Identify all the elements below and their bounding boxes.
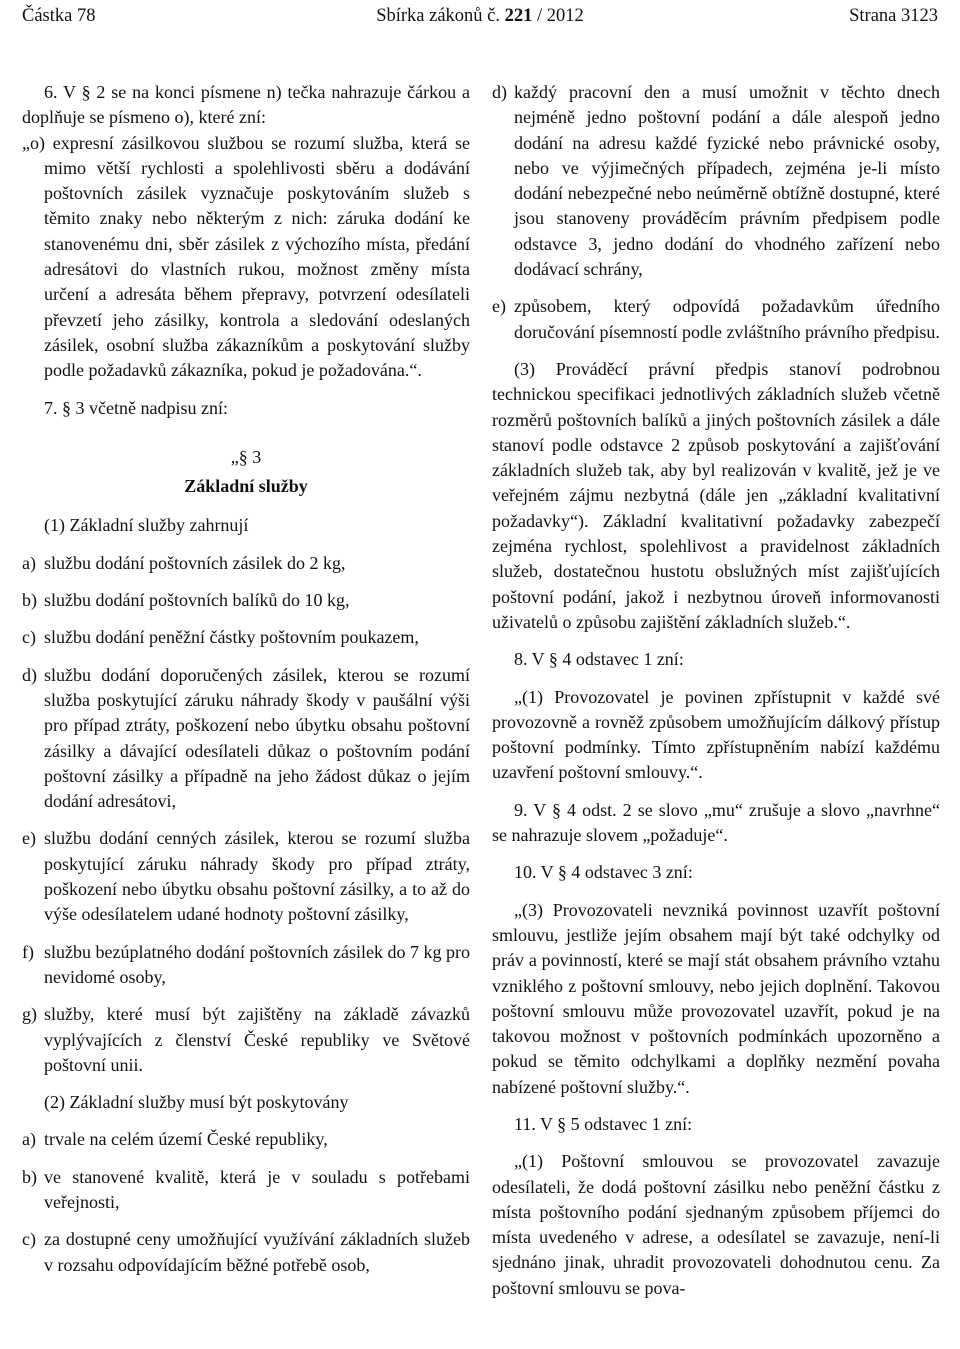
paragraph-3: (3) Prováděcí právní předpis stanoví podrobnou technickou specifikaci jednotlivých základních služeb včetně rozměrů poštovních balíků a jiných poštovních zásilek a dále stanoví podle odstavce 2 způsob poskytování a zajišťování základních služeb tak, aby byl realizován v kvalitě, jež je ve veřejném zájmu nezbytná (dále jen „základní kvalitativní požadavky“). Základní kvalitativní požadavky zabezpečí zejména rychlost, spolehlivost a pravidelnost základních služeb, dostatečnou hustotu obslužných míst zajišťujících poštovní podání, jakož i nezbytnou úroveň informovanosti uživatelů o způsobu zajištění základních služeb.“. bbox=[492, 358, 940, 632]
list-text: ve stanovené kvalitě, která je v souladu s potřebami veřejnosti, bbox=[44, 1166, 470, 1212]
list-label: b) bbox=[22, 1166, 37, 1187]
amendment-8: 8. V § 4 odstavec 1 zní: bbox=[514, 649, 684, 670]
list-item bbox=[22, 551, 470, 576]
list-text: za dostupné ceny umožňující využívání základních služeb v rozsahu odpovídajícím běžné potřebě osob, bbox=[44, 1229, 470, 1275]
list-item bbox=[22, 663, 470, 815]
amendment-8-text: „(1) Provozovatel je povinen zpřístupnit v každé své provozovně a rovněž způsobem umožňujícím dálkový přístup poštovní podmínky. Tímto zpřístupněním nabízí každému uzavření poštovní smlouvy.“. bbox=[492, 686, 940, 783]
list-label: e) bbox=[492, 296, 506, 317]
left-column bbox=[22, 80, 470, 1278]
list-item bbox=[22, 1227, 470, 1278]
list-text: službu bezúplatného dodání poštovních zásilek do 7 kg pro nevidomé osoby, bbox=[44, 941, 470, 987]
paragraph-1-intro: (1) Základní služby zahrnují bbox=[44, 515, 249, 536]
list-item bbox=[492, 80, 940, 282]
list-text: službu dodání poštovních balíků do 10 kg, bbox=[44, 590, 350, 611]
list-text: služby, které musí být zajištěny na základě závazků vyplývajících z členství České republiky ve Světové poštovní unii. bbox=[44, 1004, 470, 1075]
list-text: způsobem, který odpovídá požadavkům úředního doručování písemností podle zvláštního právního předpisu. bbox=[514, 296, 940, 342]
list-item bbox=[22, 588, 470, 613]
page-header bbox=[22, 4, 938, 28]
list-item bbox=[22, 826, 470, 927]
list-label: d) bbox=[492, 82, 507, 102]
list-text: službu dodání doporučených zásilek, kterou se rozumí služba poskytující záruku náhrady škody v paušální výši pro případ ztráty, poškození nebo úbytku obsahu poštovní zásilky a dávající odesílateli důkaz o poštovním podání poštovní zásilky a případně na jeho žádost důkaz o jejím dodání adresátovi, bbox=[44, 664, 470, 812]
amendment-9: 9. V § 4 odst. 2 se slovo „mu“ zrušuje a slovo „navrhne“ se nahrazuje slovem „požaduje“. bbox=[492, 799, 940, 846]
section-mark: „§ 3 bbox=[230, 446, 262, 467]
header-center-number: 221 bbox=[504, 6, 533, 26]
list-label: d) bbox=[22, 664, 37, 685]
amendment-7: 7. § 3 včetně nadpisu zní: bbox=[44, 397, 228, 418]
list-label: a) bbox=[22, 552, 36, 573]
list-item bbox=[492, 294, 940, 345]
list-label: g) bbox=[22, 1004, 37, 1025]
list-text: službu dodání cenných zásilek, kterou se rozumí služba poskytující záruku náhrady škody pro případ ztráty, poškození nebo úbytku obsahu poštovní zásilky, a to až do výše odesílatelem udané hodnoty poštovní zásilky, bbox=[44, 828, 470, 925]
list-text: každý pracovní den a musí umožnit v těchto dnech nejméně jedno poštovní podání a dále alespoň jedno dodání na adresu každé fyzické nebo právnické osoby, nebo ve výjimečných případech, zejména je-li místo dodání nebezpečné nebo neúměrně obtížně dostupné, které jsou stanoveny prováděcím právním předpisem podle odstavce 3, jedno dodání do vhodného zařízení nebo dodávací schrány, bbox=[514, 82, 940, 280]
right-column bbox=[492, 80, 940, 1301]
list-label: c) bbox=[22, 1229, 36, 1250]
list-label: c) bbox=[22, 627, 36, 648]
list-item bbox=[22, 625, 470, 650]
header-center bbox=[22, 4, 938, 29]
letter-o-definition: „o) expresní zásilkovou službou se rozumí služba, která se mimo větší rychlosti a spolehlivosti sběru a dodávání poštovních zásilek vyznačuje poskytováním služeb s těmito znaky nebo některým z nich: záruka dodání ke stanovenému dni, sběr zásilek z výchozího místa, předání adresátovi do vlastních rukou, možnost změny místa určení a adresáta během přepravy, potvrzení odesílateli převzetí jeho zásilky, kontrola a sledování odeslaných zásilek, osobní služba zákazníkům a poskytování služby podle požadavků zákazníka, pokud je požadována.“. bbox=[22, 132, 470, 381]
header-center-prefix: Sbírka zákonů č. bbox=[376, 6, 501, 26]
header-left: Částka 78 bbox=[22, 6, 96, 26]
list-item bbox=[22, 940, 470, 991]
list-item bbox=[22, 1165, 470, 1216]
list-label: b) bbox=[22, 590, 37, 611]
list-text: službu dodání peněžní částky poštovním poukazem, bbox=[44, 627, 419, 648]
list-label: a) bbox=[22, 1129, 36, 1150]
paragraph-2-intro: (2) Základní služby musí být poskytovány bbox=[44, 1092, 349, 1113]
list-text: trvale na celém území České republiky, bbox=[44, 1129, 328, 1150]
amendment-11-text: „(1) Poštovní smlouvou se provozovatel zavazuje odesílateli, že dodá poštovní zásilku nebo peněžní částku z místa poštovního podání sjednaným způsobem příjemci do místa uvedeného v adrese, a odesílatel se zavazuje, není-li sjednáno jinak, uhradit provozovateli dohodnutou cenu. Za poštovní smlouvu se pova- bbox=[492, 1151, 940, 1298]
list-item bbox=[22, 1127, 470, 1152]
list-text: službu dodání poštovních zásilek do 2 kg, bbox=[44, 552, 346, 573]
amendment-10-text: „(3) Provozovateli nevzniká povinnost uzavřít poštovní smlouvu, jestliže jejím obsahem mají být také odchylky od práv a povinností, které se mají stát obsahem právního vztahu vzniklého z poštovní smlouvy, nebo jejich doplnění. Takovou poštovní smlouvu může provozovatel uzavřít, pokud je na takovou možnost v poštovních podmínkách upozorněno a pokud se těmito odchylkami a doplňky nezmění povaha nabízené poštovní služby.“. bbox=[492, 899, 940, 1097]
amendment-10: 10. V § 4 odstavec 3 zní: bbox=[514, 862, 693, 883]
header-right: Strana 3123 bbox=[849, 6, 938, 26]
amendment-6: 6. V § 2 se na konci písmene n) tečka nahrazuje čárkou a doplňuje se písmeno o), které zní: bbox=[22, 82, 470, 128]
list-label: f) bbox=[22, 941, 34, 962]
list-item bbox=[22, 1002, 470, 1078]
section-heading: Základní služby bbox=[184, 476, 308, 497]
list-label: e) bbox=[22, 828, 36, 849]
amendment-11: 11. V § 5 odstavec 1 zní: bbox=[514, 1113, 693, 1134]
header-center-suffix: / 2012 bbox=[537, 6, 584, 26]
